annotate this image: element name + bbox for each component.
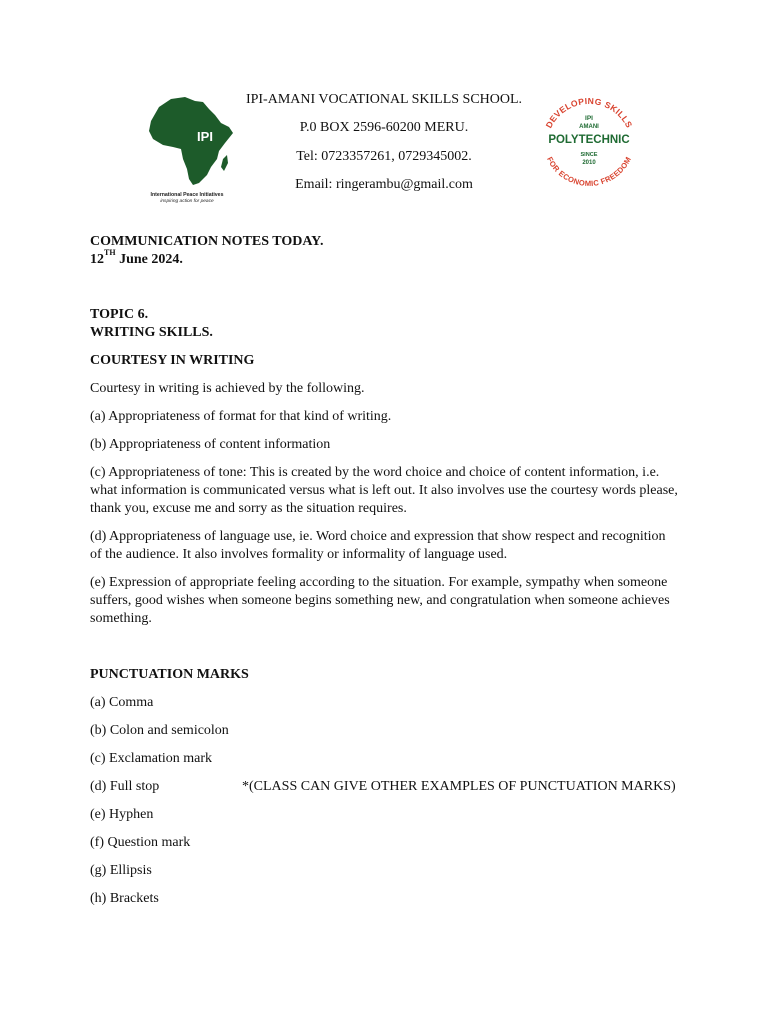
date-day: 12 (90, 252, 104, 267)
courtesy-intro: Courtesy in writing is achieved by the following. (90, 381, 365, 396)
courtesy-heading: COURTESY IN WRITING (90, 353, 255, 368)
list-item (90, 722, 680, 750)
list-item (90, 862, 680, 890)
topic-number: TOPIC 6. (90, 307, 149, 322)
logo-ipi-caption-1: International Peace Initiatives (150, 192, 224, 198)
notes-date (90, 248, 680, 269)
logo-year: 2010 (582, 160, 596, 166)
madagascar-shape (221, 155, 228, 171)
list-item (90, 890, 680, 918)
class-examples-note: *(CLASS CAN GIVE OTHER EXAMPLES OF PUNCTUATION MARKS) (242, 779, 676, 794)
punctuation-item-d: (d) Full stop (90, 779, 160, 794)
logo-amani-line: AMANI (579, 124, 599, 130)
courtesy-point-c: (c) Appropriateness of tone: This is created by the word choice and choice of content information, i.e. what information is communicated versus what is left out. It also involves use the courtesy words please, thank you, excuse me and sorry as the situation requires. (90, 465, 678, 516)
telephone: Tel: 0723357261, 0729345002. (296, 148, 472, 164)
punctuation-item-b: (b) Colon and semicolon (90, 723, 229, 738)
school-name: IPI-AMANI VOCATIONAL SKILLS SCHOOL. (245, 92, 523, 107)
logo-ipi-caption-2: inspiring action for peace (160, 199, 214, 204)
punctuation-item-f: (f) Question mark (90, 835, 191, 850)
polytechnic-logo (533, 88, 645, 204)
punctuation-item-h: (h) Brackets (90, 891, 159, 906)
africa-map-shape (149, 97, 233, 185)
logo-ipi-mark: IPI (197, 129, 213, 144)
date-suffix: TH (104, 248, 116, 257)
letterhead (234, 91, 534, 205)
date-rest: June 2024. (115, 252, 183, 267)
punctuation-item-c: (c) Exclamation mark (90, 751, 213, 766)
punctuation-item-a: (a) Comma (90, 695, 154, 710)
list-item (90, 750, 680, 778)
logo-arc-top: DEVELOPING SKILLS (543, 95, 635, 130)
punctuation-heading: PUNCTUATION MARKS (90, 667, 249, 682)
punctuation-item-e: (e) Hyphen (90, 807, 154, 822)
list-item (90, 806, 680, 834)
punctuation-list (90, 694, 680, 918)
list-item (90, 778, 680, 806)
email: Email: ringerambu@gmail.com (295, 177, 473, 193)
list-item (90, 694, 680, 722)
list-item (90, 834, 680, 862)
courtesy-point-b: (b) Appropriateness of content information (90, 437, 331, 452)
punctuation-item-g: (g) Ellipsis (90, 863, 152, 878)
topic-name: WRITING SKILLS. (90, 325, 213, 340)
logo-since: SINCE (580, 152, 598, 158)
logo-polytechnic-name: POLYTECHNIC (548, 134, 630, 146)
logo-arc-bottom: FOR ECONOMIC FREEDOM (545, 155, 633, 189)
ipi-africa-logo (137, 93, 237, 205)
notes-title: COMMUNICATION NOTES TODAY. (90, 234, 324, 249)
courtesy-point-a: (a) Appropriateness of format for that kind of writing. (90, 409, 392, 424)
notes-content (90, 233, 680, 918)
courtesy-point-e: (e) Expression of appropriate feeling according to the situation. For example, sympathy when someone suffers, good wishes when someone begins something new, and congratulation when someone achieves something. (90, 575, 670, 626)
courtesy-point-d: (d) Appropriateness of language use, ie. Word choice and expression that show respect and recognition of the audience. It also involves formality or informality of language used. (90, 529, 666, 562)
logo-ipi-line: IPI (585, 115, 593, 122)
po-box: P.0 BOX 2596-60200 MERU. (299, 120, 469, 136)
